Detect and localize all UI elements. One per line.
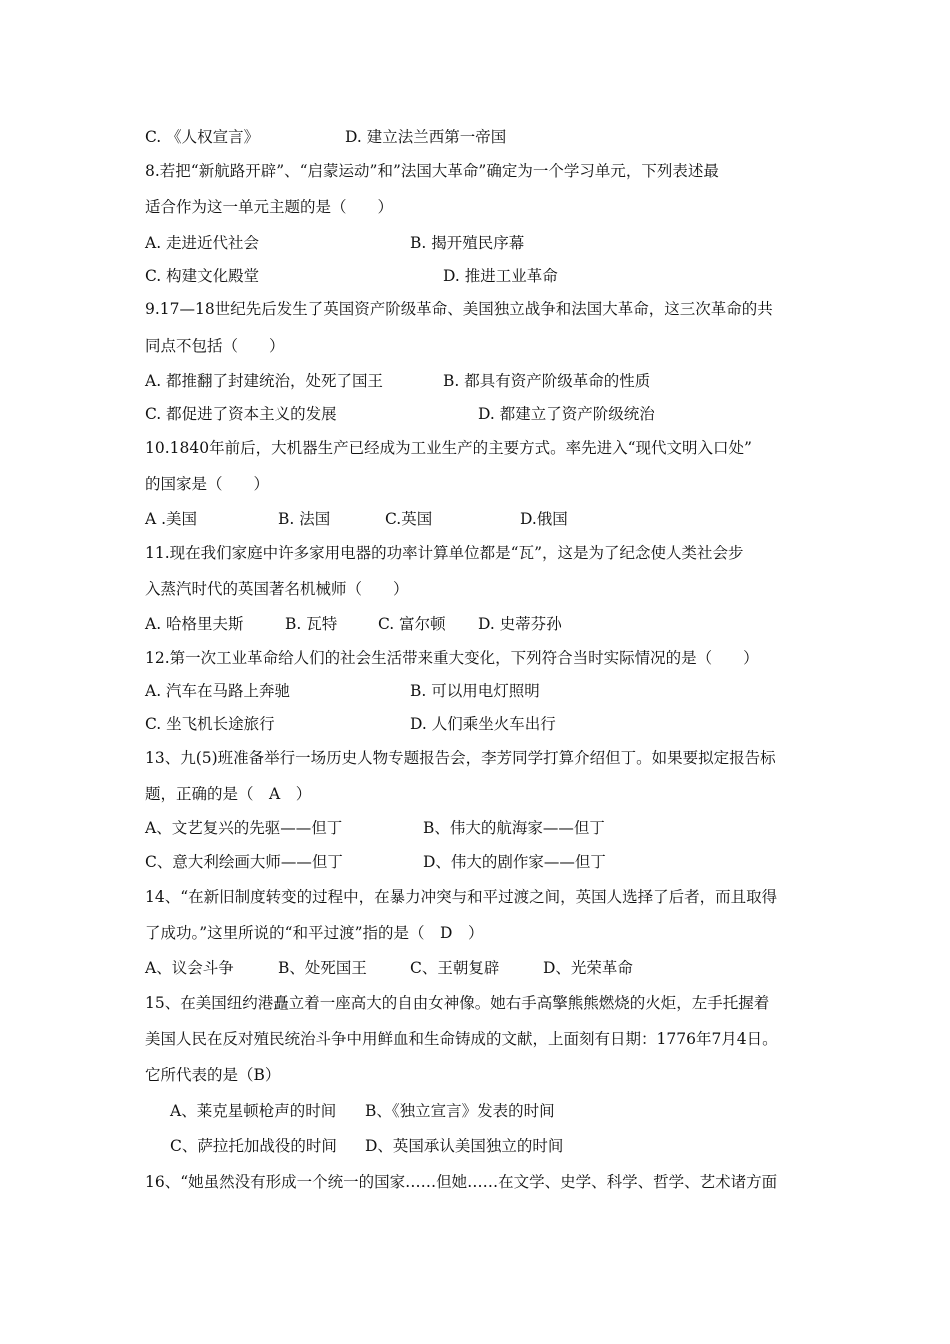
answer-option: D. 都建立了资产阶级统治 [478, 405, 655, 423]
answer-option: A、文艺复兴的先驱——但丁 [145, 819, 343, 837]
question-text-line: 美国人民在反对殖民统治斗争中用鲜血和生命铸成的文献，上面刻有日期：1776年7月4日。 [145, 1030, 778, 1048]
answer-option: B、伟大的航海家——但丁 [423, 819, 605, 837]
answer-option: D. 人们乘坐火车出行 [410, 715, 556, 733]
answer-option: A. 走进近代社会 [145, 234, 260, 252]
answer-option: A. 哈格里夫斯 [145, 615, 244, 633]
answer-option: C. 富尔顿 [378, 615, 446, 633]
question-text-line: 11.现在我们家庭中许多家用电器的功率计算单位都是“瓦”，这是为了纪念使人类社会步 [145, 544, 744, 562]
answer-option: A、莱克星顿枪声的时间 [170, 1102, 337, 1120]
question-text-line: 的国家是（ ） [145, 475, 270, 493]
answer-option: A、议会斗争 [145, 959, 234, 977]
answer-option: C.英国 [385, 510, 433, 528]
answer-option: B. 可以用电灯照明 [410, 682, 540, 700]
question-text-line: 同点不包括（ ） [145, 337, 285, 355]
question-text-line: 12.第一次工业革命给人们的社会生活带来重大变化，下列符合当时实际情况的是（ ） [145, 649, 759, 667]
answer-option: B. 都具有资产阶级革命的性质 [443, 372, 651, 390]
answer-option: D、伟大的剧作家——但丁 [423, 853, 606, 871]
answer-option: C. 《人权宣言》 [145, 128, 260, 146]
answer-option: D. 史蒂芬孙 [478, 615, 562, 633]
answer-option: C、意大利绘画大师——但丁 [145, 853, 343, 871]
answer-option: D、英国承认美国独立的时间 [365, 1137, 564, 1155]
answer-option: D. 建立法兰西第一帝国 [345, 128, 507, 146]
question-text-line: 适合作为这一单元主题的是（ ） [145, 198, 394, 216]
answer-option: C、萨拉托加战役的时间 [170, 1137, 337, 1155]
answer-option: B. 瓦特 [285, 615, 338, 633]
answer-option: D.俄国 [520, 510, 568, 528]
answer-option: C. 构建文化殿堂 [145, 267, 260, 285]
answer-option: D. 推进工业革命 [443, 267, 558, 285]
answer-option: D、光荣革命 [543, 959, 633, 977]
question-text-line: 10.1840年前后，大机器生产已经成为工业生产的主要方式。率先进入“现代文明入口处” [145, 439, 752, 457]
answer-option: C、王朝复辟 [410, 959, 500, 977]
question-text-line: 13、九(5)班准备举行一场历史人物专题报告会，李芳同学打算介绍但丁。如果要拟定报告标 [145, 749, 776, 767]
answer-option: B、处死国王 [278, 959, 367, 977]
question-text-line: 入蒸汽时代的英国著名机械师（ ） [145, 580, 409, 598]
answer-option: A. 都推翻了封建统治，处死了国王 [145, 372, 384, 390]
answer-option: B、《独立宣言》发表的时间 [365, 1102, 555, 1120]
question-text-line: 它所代表的是（B） [145, 1066, 281, 1084]
question-text-line: 8.若把“新航路开辟”、“启蒙运动”和”法国大革命”确定为一个学习单元，下列表述最 [145, 162, 719, 180]
answer-option: C. 都促进了资本主义的发展 [145, 405, 337, 423]
question-text-line: 15、在美国纽约港矗立着一座高大的自由女神像。她右手高擎熊熊燃烧的火炬，左手托握着 [145, 994, 770, 1012]
answer-option: B. 揭开殖民序幕 [410, 234, 525, 252]
question-text-line: 题，正确的是（ A ） [145, 785, 312, 803]
question-text-line: 16、“她虽然没有形成一个统一的国家……但她……在文学、史学、科学、哲学、艺术诸方面 [145, 1173, 778, 1191]
question-text-line: 14、“在新旧制度转变的过程中，在暴力冲突与和平过渡之间，英国人选择了后者，而且取得 [145, 888, 778, 906]
question-text-line: 9.17—18世纪先后发生了英国资产阶级革命、美国独立战争和法国大革命，这三次革命的共 [145, 300, 773, 318]
answer-option: B. 法国 [278, 510, 331, 528]
question-text-line: 了成功。”这里所说的“和平过渡”指的是（ D ） [145, 924, 484, 942]
answer-option: A. 汽车在马路上奔驰 [145, 682, 291, 700]
answer-option: C. 坐飞机长途旅行 [145, 715, 275, 733]
answer-option: A .美国 [145, 510, 198, 528]
